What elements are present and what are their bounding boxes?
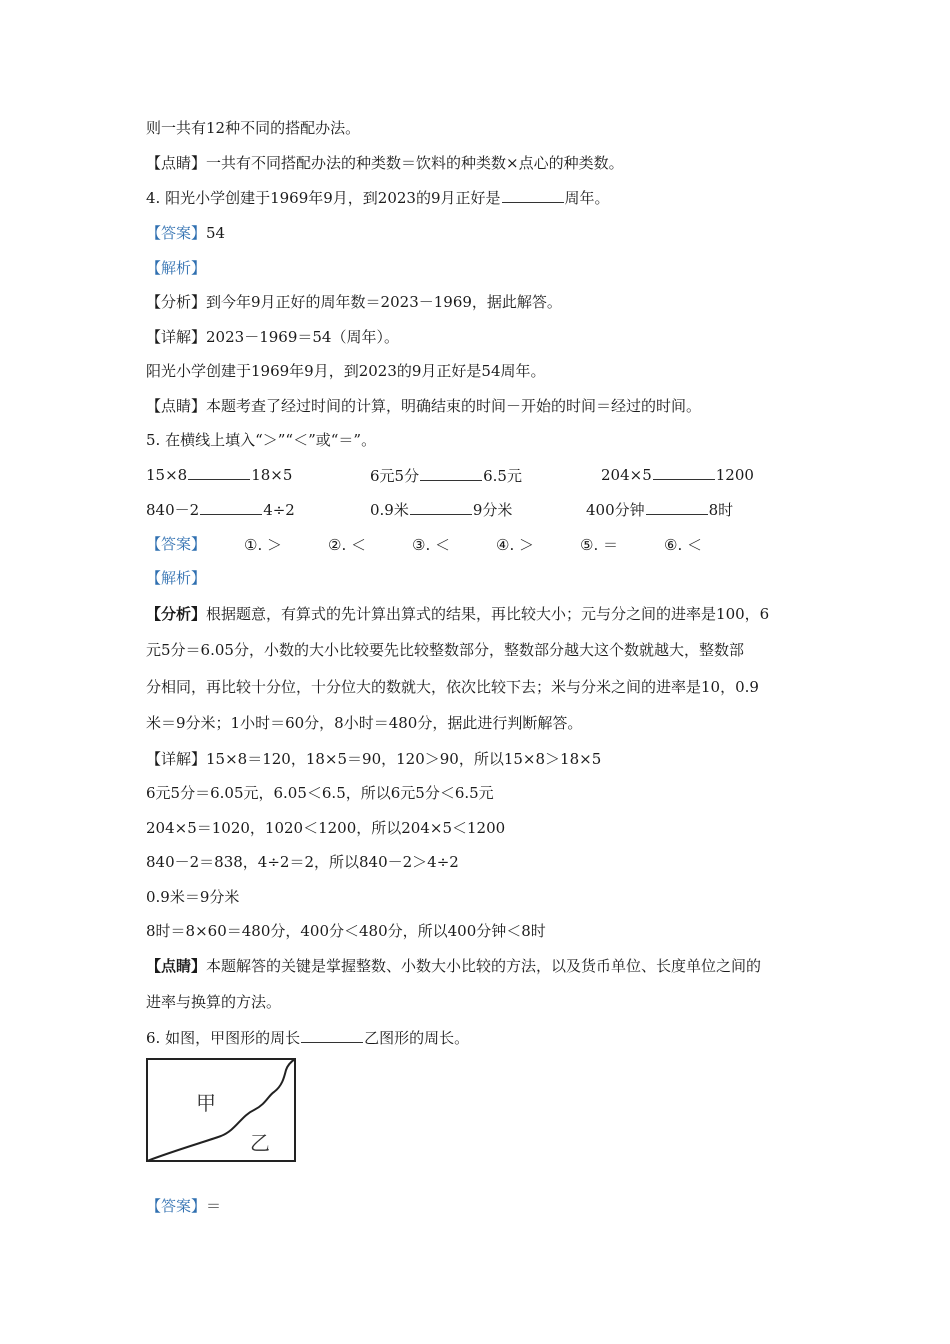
q4-answer: 【答案】54 <box>146 224 226 242</box>
q5-answer-5: ⑤. ＝ <box>580 536 618 554</box>
q5-detail-6: 8时＝8×60＝480分，400分＜480分，所以400分钟＜8时 <box>146 922 546 940</box>
question-5: 5. 在横线上填入“＞”“＜”或“＝”。 <box>146 431 377 449</box>
shape-figure <box>146 1058 298 1168</box>
q5-item-1: 15×8 18×5 <box>146 466 293 484</box>
q5-detail-5: 0.9米＝9分米 <box>146 888 240 906</box>
q4-detail: 【详解】2023－1969＝54（周年）。 <box>146 328 399 346</box>
q5-analysis-1: 【分析】根据题意，有算式的先计算出算式的结果，再比较大小；元与分之间的进率是100，6 <box>146 605 770 623</box>
q4-analysis: 【分析】到今年9月正好的周年数＝2023－1969，据此解答。 <box>146 293 562 311</box>
q5-answer-3: ③. ＜ <box>412 536 450 554</box>
q5-jiexi-tag: 【解析】 <box>146 569 207 587</box>
q5-analysis-3: 分相同，再比较十分位，十分位大的数就大，依次比较下去；米与分米之间的进率是10，0.9 <box>146 678 759 696</box>
q5-answer-1: ①. ＞ <box>244 536 282 554</box>
q5-item-5: 0.9米 9分米 <box>370 501 513 519</box>
q5-dianjing-2: 进率与换算的方法。 <box>146 993 282 1011</box>
figure-border <box>147 1059 295 1161</box>
q5-dianjing-1: 【点睛】本题解答的关键是掌握整数、小数大小比较的方法，以及货币单位、长度单位之间的 <box>146 957 762 975</box>
q5-detail-1: 【详解】15×8＝120，18×5＝90，120＞90，所以15×8＞18×5 <box>146 750 602 768</box>
q5-item-2: 6元5分 6.5元 <box>370 467 522 485</box>
dianjing-tag: 【点睛】 <box>146 154 207 172</box>
q5-answer-6: ⑥. ＜ <box>664 536 702 554</box>
q5-item-3: 204×5 1200 <box>601 466 754 484</box>
answer-tag: 【答案】 <box>146 224 207 242</box>
label-jia: 甲 <box>196 1091 216 1115</box>
q5-item-6: 400分钟 8时 <box>586 501 734 519</box>
q4-dianjing: 【点睛】本题考查了经过时间的计算，明确结束的时间－开始的时间＝经过的时间。 <box>146 397 702 415</box>
text-line: 则一共有12种不同的搭配办法。 <box>146 119 361 137</box>
question-6: 6. 如图，甲图形的周长 乙图形的周长。 <box>146 1029 470 1047</box>
q5-answer-4: ④. ＞ <box>496 536 534 554</box>
q5-answer-2: ②. ＜ <box>328 536 366 554</box>
q5-detail-2: 6元5分＝6.05元，6.05＜6.5，所以6元5分＜6.5元 <box>146 784 494 802</box>
q6-answer: 【答案】＝ <box>146 1197 222 1215</box>
answer-blank <box>301 1028 363 1043</box>
q5-analysis-2: 元5分＝6.05分，小数的大小比较要先比较整数部分，整数部分越大这个数就越大，整数部 <box>146 641 744 659</box>
q5-detail-3: 204×5＝1020，1020＜1200，所以204×5＜1200 <box>146 819 506 837</box>
q5-detail-4: 840－2＝838，4÷2＝2，所以840－2＞4÷2 <box>146 853 459 871</box>
dianjing-line: 【点睛】一共有不同搭配办法的种类数＝饮料的种类数×点心的种类数。 <box>146 154 624 172</box>
q5-answer <box>146 534 206 554</box>
q5-analysis-4: 米＝9分米；1小时＝60分，8小时＝480分，据此进行判断解答。 <box>146 714 583 732</box>
q4-jiexi-tag: 【解析】 <box>146 259 207 277</box>
q5-item-4: 840－2 4÷2 <box>146 501 295 519</box>
figure-svg <box>146 1058 298 1164</box>
answer-blank <box>502 188 564 203</box>
answer-tag: 【答案】 <box>146 1197 207 1215</box>
answer-tag: 【答案】 <box>146 535 207 553</box>
label-yi: 乙 <box>250 1131 270 1155</box>
question-4: 4. 阳光小学创建于1969年9月，到2023的9月正好是 周年。 <box>146 189 610 207</box>
q4-conclusion: 阳光小学创建于1969年9月，到2023的9月正好是54周年。 <box>146 362 546 380</box>
